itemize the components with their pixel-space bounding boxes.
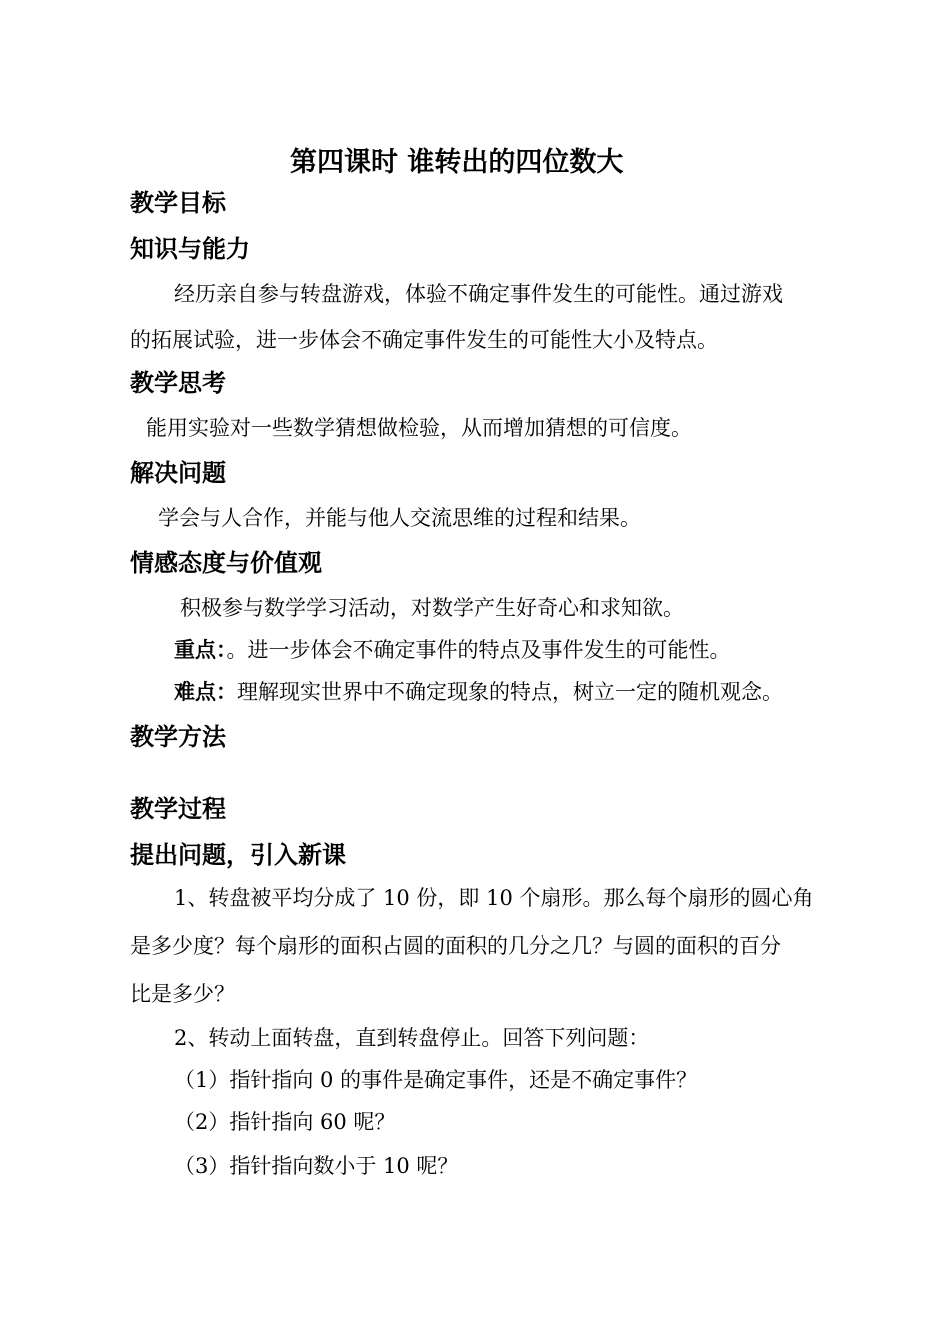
heading-teaching-goals: 教学目标 xyxy=(130,188,226,217)
difficulty-text: 理解现实世界中不确定现象的特点，树立一定的随机观念。 xyxy=(237,680,783,704)
sub-question: （1）指针指向 0 的事件是确定事件，还是不确定事件？ xyxy=(174,1068,698,1092)
key-point-line xyxy=(174,636,731,664)
paragraph-line: 1、转盘被平均分成了 10 份，即 10 个扇形。那么每个扇形的圆心角 xyxy=(174,886,814,910)
heading-intro: 提出问题，引入新课 xyxy=(130,840,346,869)
sub-question: （3）指针指向数小于 10 呢？ xyxy=(174,1154,459,1178)
paragraph-line: 积极参与数学学习活动，对数学产生好奇心和求知欲。 xyxy=(180,596,684,620)
heading-teaching-process: 教学过程 xyxy=(130,794,226,823)
paragraph-line: 能用实验对一些数学猜想做检验，从而增加猜想的可信度。 xyxy=(146,416,692,440)
paragraph-line: 经历亲自参与转盘游戏，体验不确定事件发生的可能性。通过游戏 xyxy=(174,282,783,306)
paragraph-line: 2、转动上面转盘，直到转盘停止。回答下列问题： xyxy=(174,1026,650,1050)
heading-emotion-values: 情感态度与价值观 xyxy=(130,548,322,577)
page-title: 第四课时 谁转出的四位数大 xyxy=(290,147,624,178)
sub-question: （2）指针指向 60 呢？ xyxy=(174,1110,396,1134)
heading-problem-solving: 解决问题 xyxy=(130,458,226,487)
paragraph-line: 是多少度？每个扇形的面积占圆的面积的几分之几？与圆的面积的百分 xyxy=(130,934,781,958)
heading-teaching-method: 教学方法 xyxy=(130,722,226,751)
heading-knowledge-ability: 知识与能力 xyxy=(130,234,250,263)
key-point-text: 。进一步体会不确定事件的特点及事件发生的可能性。 xyxy=(226,638,731,662)
paragraph-line: 比是多少？ xyxy=(130,982,235,1006)
difficulty-line xyxy=(174,678,783,706)
difficulty-label: 难点： xyxy=(174,679,237,704)
key-point-label: 重点： xyxy=(174,637,227,662)
heading-teaching-thinking: 教学思考 xyxy=(130,368,226,397)
paragraph-line: 的拓展试验，进一步体会不确定事件发生的可能性大小及特点。 xyxy=(130,328,718,352)
paragraph-line: 学会与人合作，并能与他人交流思维的过程和结果。 xyxy=(158,506,641,530)
